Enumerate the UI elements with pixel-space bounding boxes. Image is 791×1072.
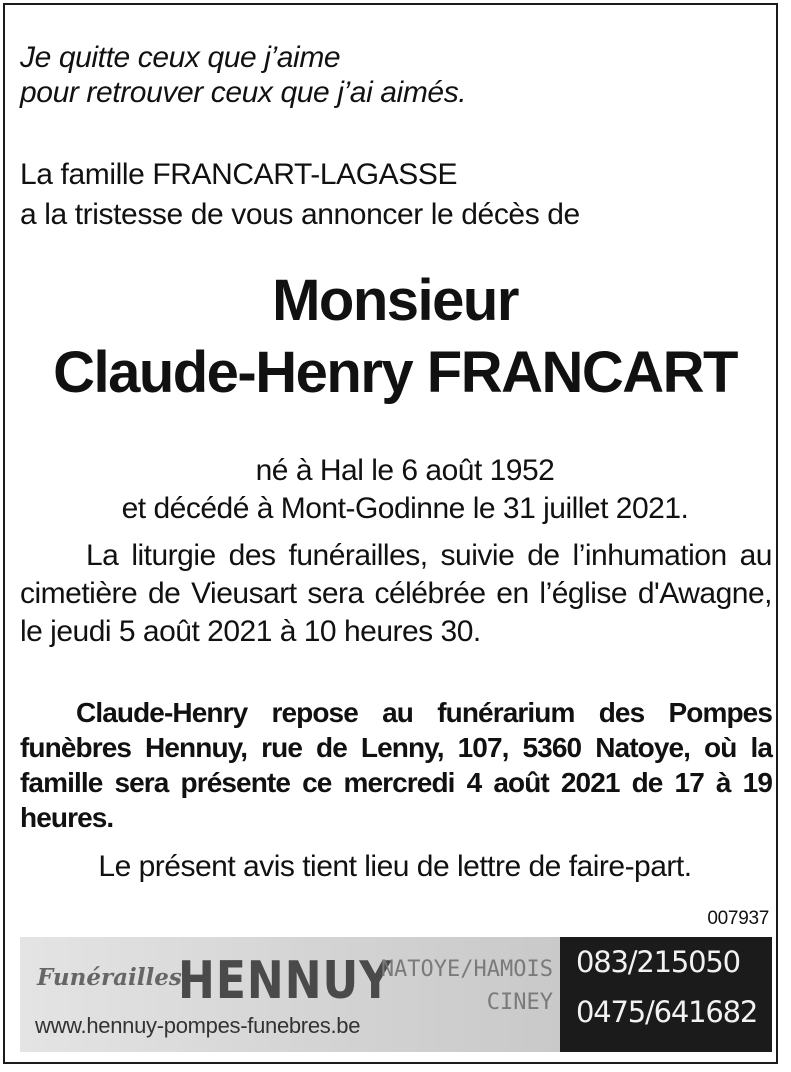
epigraph-line-2: pour retrouver ceux que j’ai aimés. (20, 76, 467, 109)
advert-locations (357, 953, 553, 1019)
deceased-name: Claude-Henry FRANCART (53, 340, 737, 405)
advert-label: Funérailles (37, 964, 182, 991)
announcement-line: a la tristesse de vous annoncer le décès de (20, 198, 580, 231)
advert-phone-1: 083/215050 (576, 945, 740, 979)
birth-line: né à Hal le 6 août 1952 (255, 454, 555, 487)
family-announcement (20, 155, 580, 235)
advert-location-1: NATOYE/HAMOIS (380, 957, 553, 982)
advert-brand-panel (20, 937, 560, 1052)
advert-website-link[interactable]: www.hennuy-pompes-funebres.be (35, 1013, 361, 1038)
reposing-paragraph: Claude-Henry repose au funérarium des Pompes funèbres Hennuy, rue de Lenny, 107, 5360 Natoye, où la famille sera présente ce mercredi 4 août 2021 de 17 à 19 heures. (20, 697, 772, 833)
advert-phone-panel (560, 937, 772, 1052)
epigraph-line-1: Je quitte ceux que j’aime (20, 41, 341, 74)
epigraph (20, 40, 466, 110)
advert-brand-logo: HENNUY (178, 951, 393, 1012)
life-dates (10, 452, 791, 528)
deceased-name-block (10, 265, 780, 409)
family-name: La famille FRANCART-LAGASSE (20, 158, 458, 191)
funeral-home-advert (20, 937, 772, 1052)
advert-location-2: CINEY (486, 990, 553, 1015)
advert-phone-2: 0475/641682 (576, 995, 758, 1029)
faire-part-notice: Le présent avis tient lieu de lettre de faire-part. (98, 850, 692, 883)
liturgy-paragraph: La liturgie des funérailles, suivie de l’inhumation au cimetière de Vieusart sera célébrée en l’église d'Awagne, le jeudi 5 août 2021 à 10 heures 30. (20, 539, 772, 648)
deceased-title: Monsieur (272, 268, 518, 333)
death-line: et décédé à Mont-Godinne le 31 juillet 2021. (121, 492, 689, 525)
reference-number: 007937 (707, 908, 769, 929)
